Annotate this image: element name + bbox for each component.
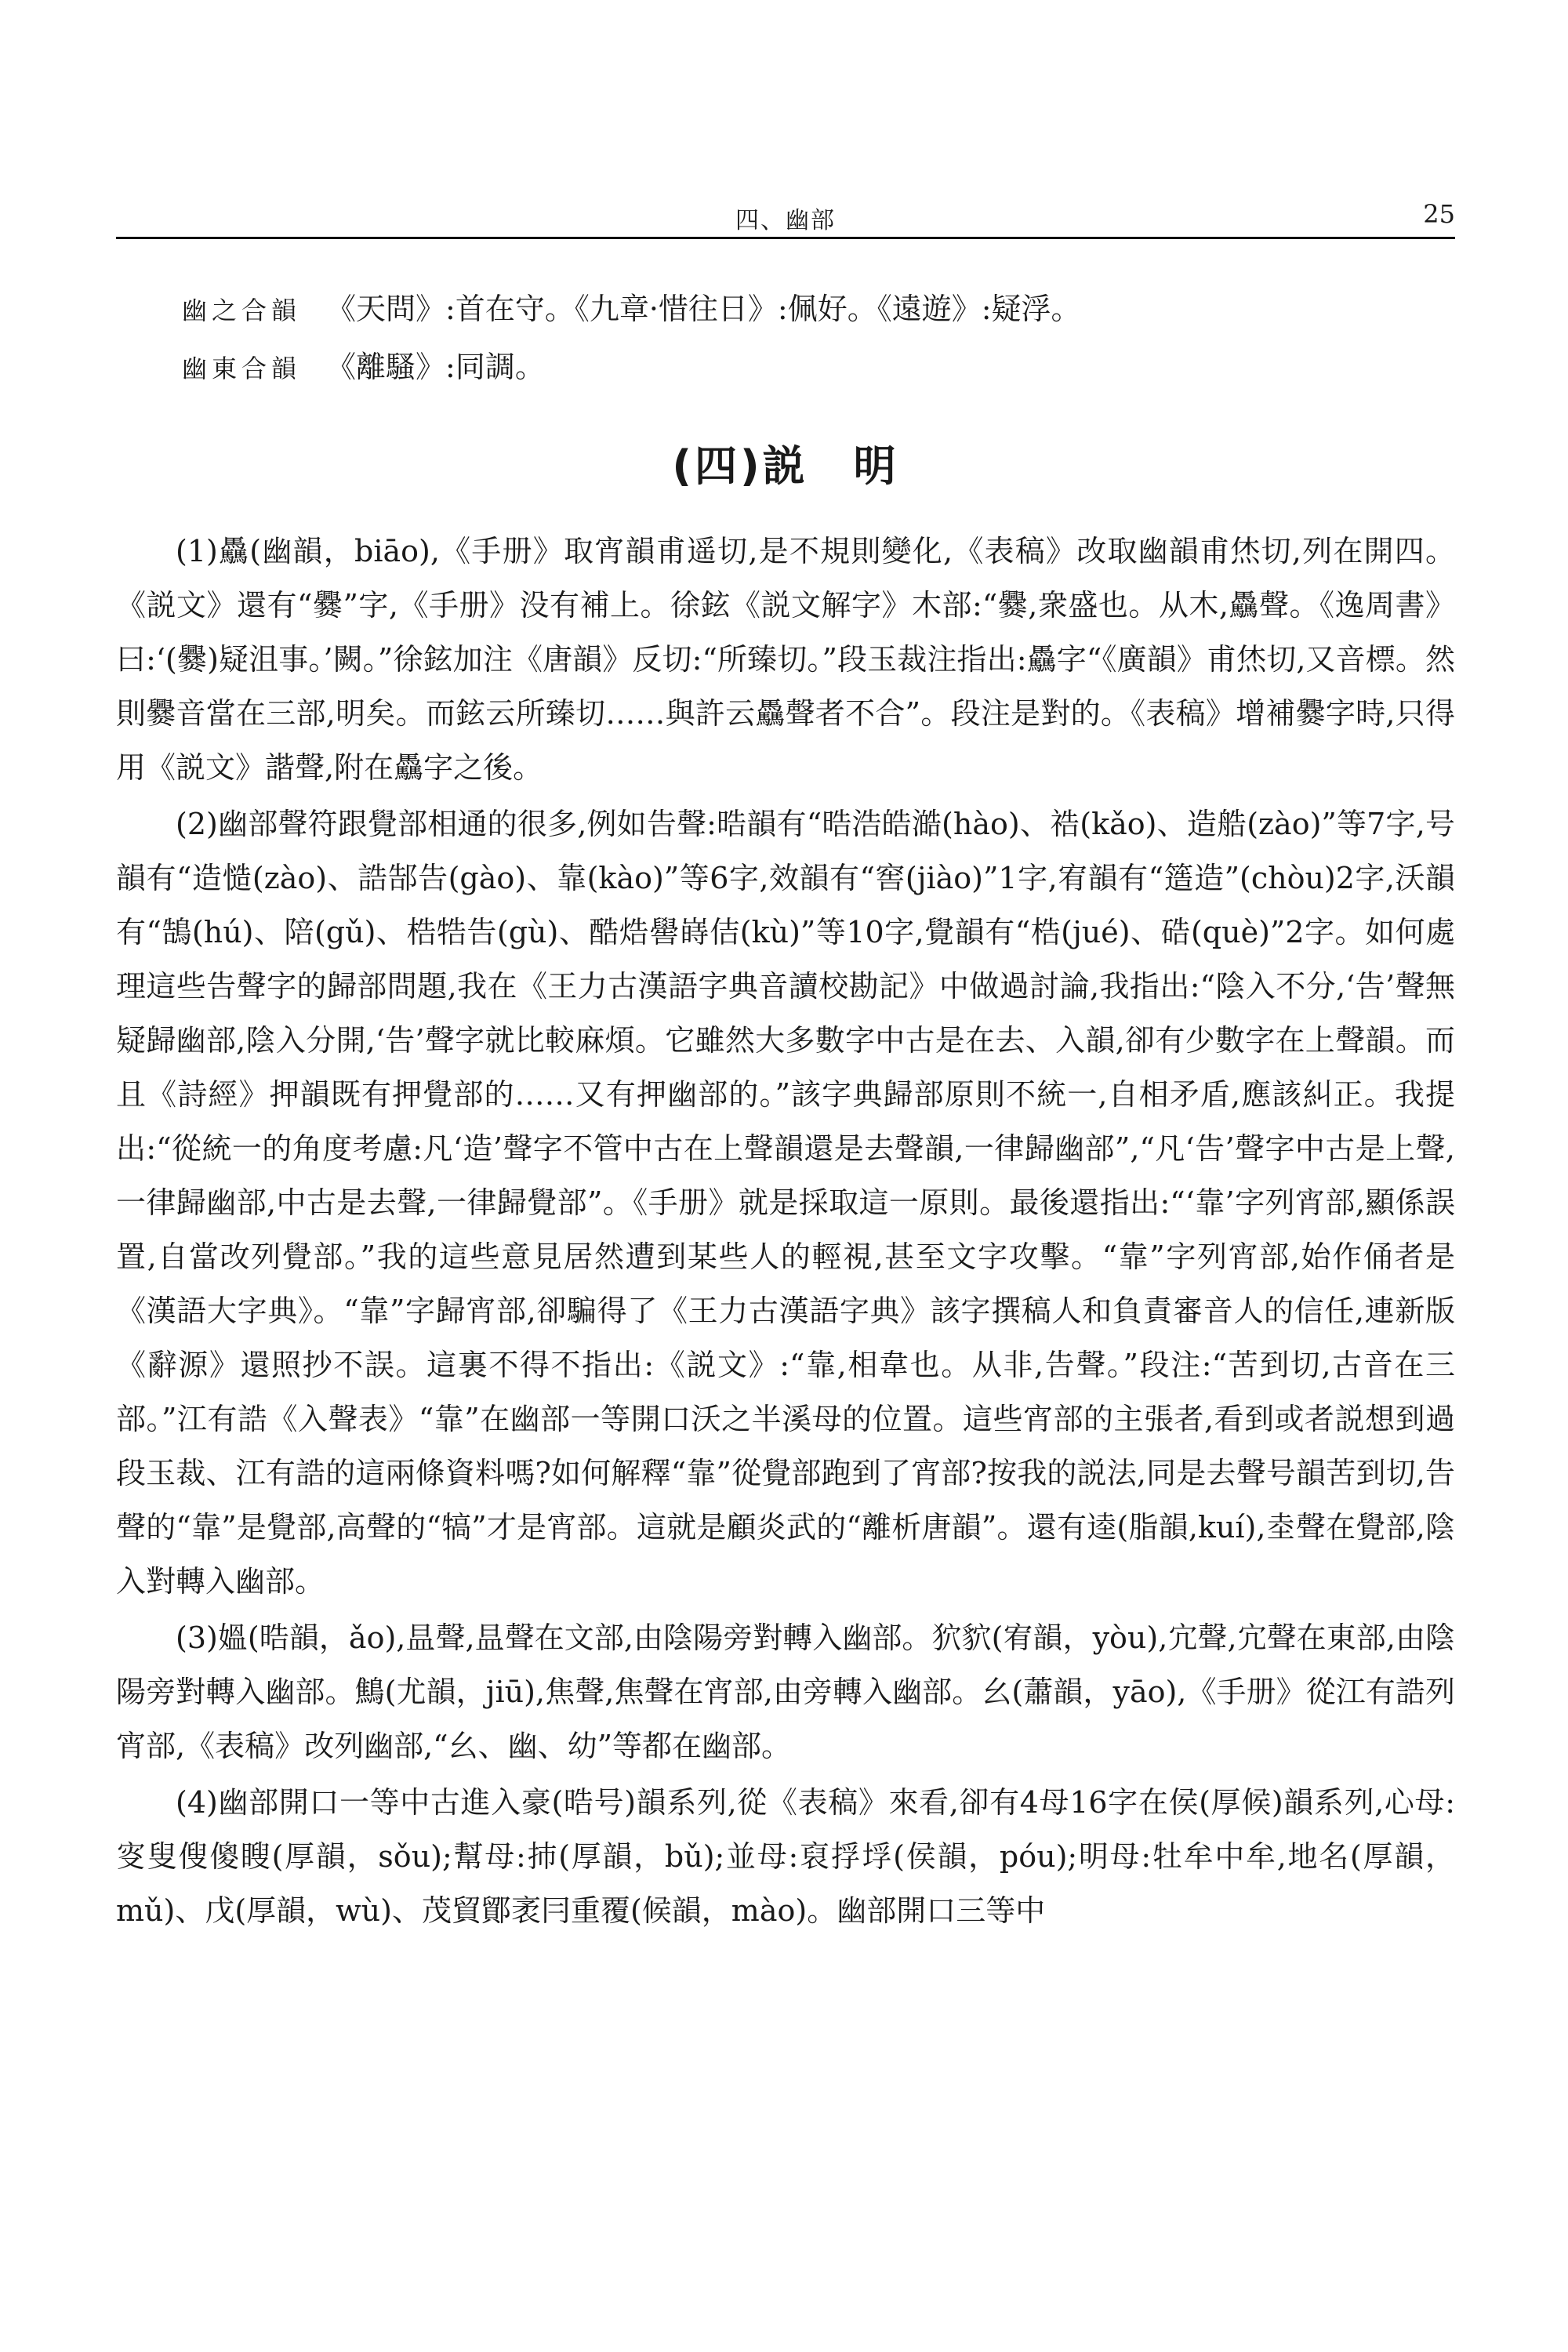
rhyme-label: 幽之合韻 <box>182 296 302 325</box>
running-header <box>116 196 1455 239</box>
paragraph-4: (4)幽部開口一等中古進入豪(晧号)韻系列,從《表稿》來看,卻有4母16字在侯(厚候)韻系列,心母:叜叟傁傻瞍(厚韻，sǒu);幫母:㧊(厚韻，bǔ);並母:裒捊垺(侯韻，póu);明母:牡牟中牟,地名(厚韻，mǔ)、戊(厚韻，wù)、茂貿鄮袤冃重覆(候韻，mào)。幽部開口三等中 <box>116 1785 1455 1928</box>
page-number: 25 <box>1423 199 1455 229</box>
rhyme-entry <box>182 281 1455 339</box>
paragraph-2: (2)幽部聲符跟覺部相通的很多,例如告聲:晧韻有“晧浩皓澔(hào)、祰(kǎo)、造艁(zào)”等7字,号韻有“造慥(zào)、誥郜告(gào)、靠(kào)”等6字,效韻有“窖(jiào)”1字,宥韻有“簉造”(chòu)2字,沃韻有“鵠(hú)、陪(gǔ)、梏牿告(gù)、酷焅嚳嵵佶(kù)”等10字,覺韻有“梏(jué)、硞(què)”2字。如何處理這些告聲字的歸部問題,我在《王力古漢語字典音讀校勘記》中做過討論,我指出:“陰入不分,‘告’聲無疑歸幽部,陰入分開,‘告’聲字就比較麻煩。它雖然大多數字中古是在去、入韻,卻有少數字在上聲韻。而且《詩經》押韻既有押覺部的……又有押幽部的。”該字典歸部原則不統一,自相矛盾,應該糾正。我提出:“從統一的角度考慮:凡‘造’聲字不管中古在上聲韻還是去聲韻,一律歸幽部”,“凡‘告’聲字中古是上聲,一律歸幽部,中古是去聲,一律歸覺部”。《手册》就是採取這一原則。最後還指出:“‘靠’字列宵部,顯係誤置,自當改列覺部。”我的這些意見居然遭到某些人的輕視,甚至文字攻擊。“靠”字列宵部,始作俑者是《漢語大字典》。“靠”字歸宵部,卻騙得了《王力古漢語字典》該字撰稿人和負責審音人的信任,連新版《辭源》還照抄不誤。這裏不得不指出:《説文》:“靠,相韋也。从非,告聲。”段注:“苦到切,古音在三部。”江有誥《入聲表》“靠”在幽部一等開口沃之半溪母的位置。這些宵部的主張者,看到或者説想到過段玉裁、江有誥的這兩條資料嗎?如何解釋“靠”從覺部跑到了宵部?按我的説法,同是去聲号韻苦到切,告聲的“靠”是覺部,高聲的“犒”才是宵部。這就是顧炎武的“離析唐韻”。還有逵(脂韻,kuí),坴聲在覺部,陰入對轉入幽部。 <box>116 807 1455 1599</box>
paragraph-3: (3)媼(晧韻，ǎo),昷聲,昷聲在文部,由陰陽旁對轉入幽部。狖貁(宥韻，yòu),宂聲,宂聲在東部,由陰陽旁對轉入幽部。鷦(尤韻，jiū),焦聲,焦聲在宵部,由旁轉入幽部。幺(蕭韻，yāo),《手册》從江有誥列宵部,《表稿》改列幽部,“幺、幽、幼”等都在幽部。 <box>116 1621 1455 1763</box>
section-title: (四)説 明 <box>672 441 899 491</box>
paragraph-1: (1)驫(幽韻，biāo),《手册》取宵韻甫遥切,是不規則變化,《表稿》改取幽韻甫烋切,列在開四。《説文》還有“爨”字,《手册》没有補上。徐鉉《説文解字》木部:“爨,衆盛也。从木,驫聲。《逸周書》曰:‘(爨)疑沮事。’闕。”徐鉉加注《唐韻》反切:“所臻切。”段玉裁注指出:驫字“《廣韻》甫烋切,又音標。然則爨音當在三部,明矣。而鉉云所臻切……與許云驫聲者不合”。段注是對的。《表稿》增補爨字時,只得用《説文》諧聲,附在驫字之後。 <box>116 534 1455 785</box>
header-title: 四、幽部 <box>735 207 836 234</box>
rhyme-entry <box>182 339 1455 397</box>
rhyme-label: 幽東合韻 <box>182 354 302 383</box>
rhyme-text: 《天問》:首在守。《九章·惜往日》:佩好。《遠遊》:疑浮。 <box>326 292 1081 326</box>
page-body <box>116 281 1455 1940</box>
rhyme-text: 《離騷》:同調。 <box>326 350 545 384</box>
